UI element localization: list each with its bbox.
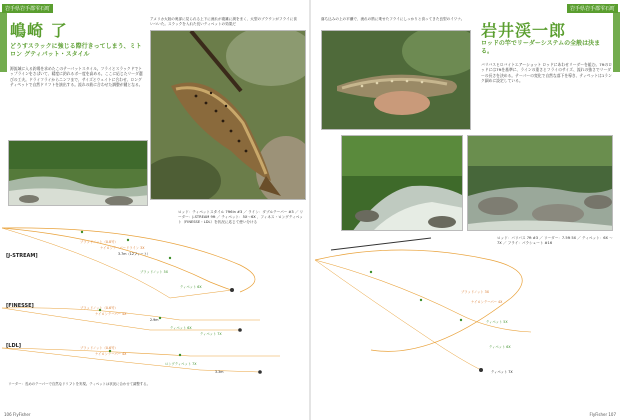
jstream-line-inner: [2, 228, 232, 290]
right-sidebar-strip: [613, 12, 620, 72]
right-kicker: 岩手県岩手郡雫石町: [567, 4, 618, 13]
right-photo-caption: 落ち込みの上の平瀬で、流れの筋に乗せたフライにしっかりと食ってきた良型のイワナ。: [321, 17, 465, 21]
right-note-4: ティペット 6X: [489, 345, 511, 349]
stream-photo-1: [341, 135, 463, 231]
brown-trout-illustration: [151, 31, 306, 200]
ldl-note-2: ナイロンテーパー 4X: [95, 352, 127, 356]
finesse-note-1: ブラッドノット（0.6号）: [80, 306, 118, 310]
brown-trout-photo: [150, 30, 306, 200]
jstream-note-3: 3.7m（12フィート）: [118, 252, 151, 256]
stream-forest-illustration: [342, 136, 463, 231]
left-page: [0, 0, 309, 420]
rig-label-finesse: [FINESSE]: [6, 303, 34, 309]
right-line-tip: [315, 260, 481, 370]
river-forest-illustration: [9, 141, 148, 206]
rocky-stream-illustration: [468, 136, 613, 231]
left-lead: どうすスラックに強じる際行きってしまう、ミトロン グティパット・スタイル: [10, 43, 142, 58]
finesse-note-2: ナイロンテーパー 4X: [95, 312, 127, 316]
rig-label-ldl: [LDL]: [6, 343, 22, 349]
right-rod-icon: [331, 238, 431, 250]
ldl-note-1: ブラッドノット（0.6号）: [80, 346, 118, 350]
right-fly-icon: [479, 368, 483, 372]
ldl-line-2: [2, 348, 260, 372]
left-body-text: 源流域に入る釣場を求めたこのテーパットスタイル。フライとスラックドでトップラインをさばいて、精度に釣れるボー度を高める。ここに応じたリーダ選びの工夫。ドライフライからニンフまで、サイズとウェイトに合わせ、ロングティペットで自然ドリフトを演出する。流れの筋に合わせた調整が鍵となる。: [10, 66, 143, 88]
right-note-1: ブラッドノット 3X: [461, 290, 489, 294]
stream-photo-2: [467, 135, 613, 231]
right-folio: FlyFisher 107: [589, 412, 616, 417]
right-note-3: ティペット 5X: [486, 320, 508, 324]
left-photo-caption: アメリカ大陸の奥部に見られる上下に流れが複雑に渦をまく、大型のブラウンがフライに食いついた。スラックを入れた長いティペットの効果だ: [150, 17, 297, 26]
right-angler-name: 岩井渓一郎: [481, 21, 567, 40]
jstream-line-outer: [2, 228, 255, 292]
right-page: [311, 0, 620, 420]
left-footnote: リーダー：長めのテーパーで自然なドリフトを実現。ティペットは状況に合わせて調整する。: [8, 382, 150, 386]
right-note-5: ティペット 7X: [491, 370, 513, 374]
jstream-note-1: ブラッドノット（0.8号）: [80, 240, 118, 244]
right-tackle-caption: ロッド：バリバス 7ft #3 ／ リーダー：7.5ft 5X ／ ティペット：6X 〜 7X ／ フライ：パラシュート #16: [497, 236, 613, 245]
ldl-fly-icon: [258, 370, 262, 374]
left-kicker: 岩手県岩手郡雫石町: [2, 4, 53, 13]
iwana-photo: [321, 30, 471, 130]
left-leader-diagram: [0, 220, 309, 395]
right-leader-diagram: [311, 220, 620, 395]
jstream-note-4: ブラッドノット 5X: [140, 270, 168, 274]
rig-label-jstream: [J-STREAM]: [6, 253, 38, 259]
ldl-note-3: ロングティペット 7X: [165, 362, 197, 366]
right-body-text: バリバスヒロバイトエアーショット ロッドにあわせリーダーを組む。7ftのロッドには7ftを基準に、ラインの重さとフライのサイズ、流れの強さでリーダーの長さを決める。テーパーの変化で自然な落下を導き、ティペットは1ランク細めに設定している。: [481, 62, 613, 84]
ldl-note-4: 3.3m: [215, 370, 224, 374]
finesse-note-5: ティペット 7X: [200, 332, 222, 336]
left-tackle-caption: ロッド：ティペットスタイル 7ft6in #3 ／ ライン：ダブルテーパー #3 ／ リーダー：J-STREAM 9ft ／ ティペット：5X〜6X 、フィネス・ロングティペット（FINESSE・LDL）を状況に応じて使い分ける: [178, 210, 304, 224]
right-lead: ロッドの竿でリーダーシステムの全般は決まる。: [481, 40, 601, 55]
ldl-line: [2, 348, 280, 356]
finesse-fly-icon: [238, 328, 242, 332]
left-river-photo: [8, 140, 148, 206]
jstream-note-2: ナイロンテーパードライン 3X: [100, 246, 145, 250]
jstream-note-5: ティペット 6X: [180, 285, 202, 289]
left-folio: 106 FlyFisher: [4, 412, 31, 417]
jstream-fly-icon: [230, 288, 234, 292]
left-angler-name: 嶋崎 了: [10, 21, 68, 40]
finesse-note-3: 2.9m: [150, 318, 159, 322]
finesse-note-4: ティペット 6X: [170, 326, 192, 330]
iwana-illustration: [322, 31, 471, 130]
right-note-2: ナイロンテーパー 4X: [471, 300, 503, 304]
left-sidebar-strip: [0, 12, 7, 72]
